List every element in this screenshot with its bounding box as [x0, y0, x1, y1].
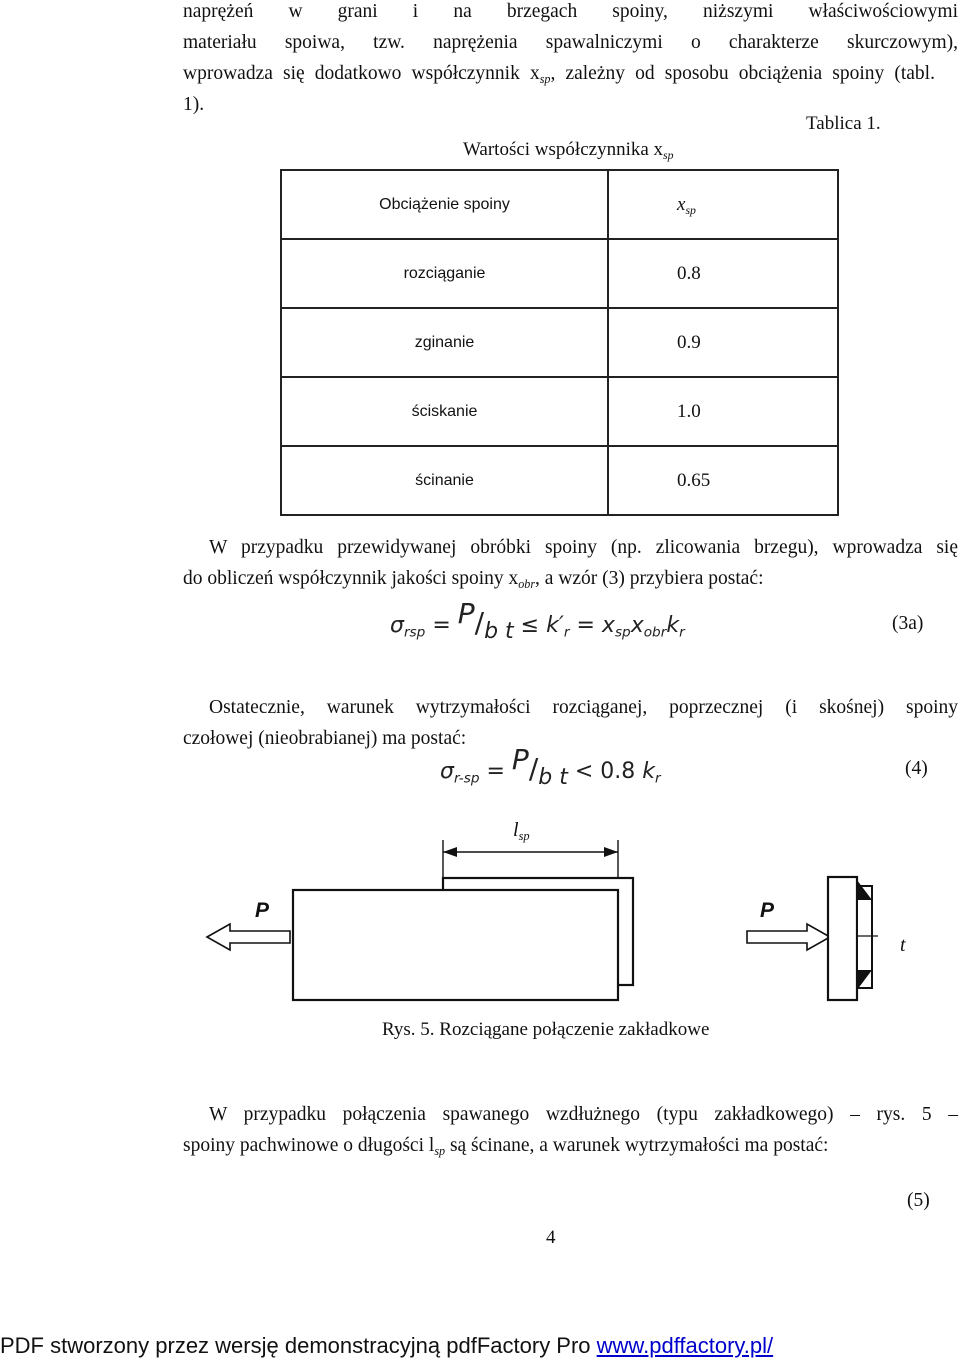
intro-line-4-text: 1).	[183, 94, 205, 115]
f4-eq: =	[486, 759, 505, 784]
force-arrow-right-icon	[747, 924, 830, 950]
table-row	[281, 308, 838, 377]
dimension-arrow-right-icon	[604, 847, 618, 857]
ostatecznie-line-2	[183, 723, 466, 754]
f3a-sigma: σ	[390, 613, 404, 638]
table-cell-load: rozciąganie	[281, 239, 608, 308]
footer-link[interactable]: www.pdffactory.pl/	[596, 1333, 774, 1358]
intro-line-1-text: naprężeń w grani i na brzegach spoiny, niższymi właściwościowymi	[183, 1, 958, 22]
table-header-row	[281, 170, 838, 239]
page-number: 4	[546, 1227, 556, 1248]
zakladkowe-line-2	[183, 1130, 828, 1161]
zakladkowe-line-1-text: W przypadku połączenia spawanego wzdłużnego (typu zakładkowego) – rys. 5 –	[209, 1104, 958, 1125]
table-header-x-sub: sp	[685, 203, 696, 217]
table-caption	[463, 134, 674, 165]
f3a-slash: /	[474, 606, 485, 639]
f3a-bt: b t	[484, 619, 514, 644]
table-caption-sub: sp	[663, 148, 674, 162]
zakladkowe-line-1	[209, 1099, 958, 1130]
table-cell-value: 0.8	[608, 239, 838, 308]
formula-3a	[390, 597, 685, 644]
footer-bar	[0, 1333, 773, 1359]
f3a-sigma-sub: rsp	[403, 624, 426, 641]
table-cell-load: ścinanie	[281, 446, 608, 515]
obrobka-line-1-text: W przypadku przewidywanej obróbki spoiny (np. zlicowania brzegu), wprowadza się	[209, 537, 958, 558]
f3a-x1-sub: sp	[614, 624, 631, 641]
f3a-eq: =	[432, 613, 451, 638]
figure-thickness-label: t	[900, 934, 906, 956]
coefficient-table	[280, 169, 839, 516]
table-label: Tablica 1.	[806, 113, 881, 134]
figure-force-left-label: P	[255, 899, 270, 922]
f4-lt: <	[574, 759, 594, 784]
table-cell-load: zginanie	[281, 308, 608, 377]
formula-4	[440, 743, 661, 790]
f3a-x2: x	[630, 613, 644, 638]
f3a-x2-sub: obr	[643, 624, 667, 641]
ostatecznie-line-2-text: czołowej (nieobrabianej) ma postać:	[183, 728, 467, 749]
table-caption-text: Wartości współczynnika x	[463, 139, 664, 160]
obrobka-line-2-text-a: do obliczeń współczynnik jakości spoiny x	[183, 568, 519, 589]
intro-line-3-text-a: wprowadza się dodatkowo współczynnik x	[183, 63, 540, 84]
footer-text: PDF stworzony przez wersję demonstracyjną pdfFactory Pro	[0, 1333, 597, 1358]
intro-line-3-sub: sp	[539, 71, 551, 86]
f4-sigma: σ	[440, 759, 454, 784]
f4-slash: /	[528, 752, 539, 785]
formula-5-label: (5)	[907, 1190, 930, 1211]
side-view-plate	[828, 877, 857, 1000]
table-row	[281, 446, 838, 515]
table-row	[281, 239, 838, 308]
f3a-x1: x	[601, 613, 615, 638]
intro-line-4	[183, 89, 204, 120]
lap-joint-figure	[0, 800, 960, 1010]
figure-dim-sub: sp	[518, 828, 530, 843]
zakladkowe-line-2-sub: sp	[434, 1143, 446, 1158]
f3a-k2-sub: r	[679, 624, 685, 641]
dimension-arrow-left-icon	[443, 847, 457, 857]
table-cell-value: 1.0	[608, 377, 838, 446]
figure-caption: Rys. 5. Rozciągane połączenie zakładkowe	[382, 1019, 710, 1040]
f4-k: k	[642, 759, 656, 784]
intro-line-2-text: materiału spoiwa, tzw. naprężenia spawalniczymi o charakterze skurczowym),	[183, 32, 958, 53]
ostatecznie-line-1-text: Ostatecznie, warunek wytrzymałości rozciąganej, poprzecznej (i skośnej) spoiny	[209, 697, 958, 718]
obrobka-line-1	[209, 532, 958, 563]
figure-force-right-label: P	[760, 899, 775, 922]
intro-line-2	[183, 27, 958, 58]
zakladkowe-line-2-text-b: są ścinane, a warunek wytrzymałości ma postać:	[445, 1135, 829, 1156]
f4-bt: b t	[538, 765, 568, 790]
force-arrow-left-icon	[207, 924, 290, 950]
table-cell-value: 0.65	[608, 446, 838, 515]
f3a-leq: ≤	[520, 613, 540, 638]
table-header-x: x	[677, 193, 686, 215]
f3a-p: P	[457, 597, 475, 630]
formula-3a-label: (3a)	[892, 613, 924, 634]
f4-sigma-sub: r-sp	[453, 770, 480, 787]
figure-dim-l: l	[513, 819, 519, 841]
lap-plate-front	[293, 890, 618, 1000]
table-header-load: Obciążenie spoiny	[281, 170, 608, 239]
f4-k-sub: r	[655, 770, 661, 787]
intro-line-3	[183, 58, 935, 89]
table-row	[281, 377, 838, 446]
obrobka-line-2	[183, 563, 764, 594]
figure-dim-label	[513, 819, 530, 842]
f3a-k2: k	[666, 613, 680, 638]
table-cell-value: 0.9	[608, 308, 838, 377]
formula-4-label: (4)	[905, 758, 928, 779]
intro-line-1	[183, 0, 958, 27]
f3a-eq2: =	[576, 613, 595, 638]
f3a-k-sub: r	[563, 624, 570, 641]
ostatecznie-line-1	[209, 692, 958, 723]
obrobka-line-2-sub: obr	[518, 576, 536, 591]
table-cell-load: ściskanie	[281, 377, 608, 446]
f4-p: P	[511, 743, 529, 776]
table-header-xsp	[608, 170, 838, 239]
f4-coef: 0.8	[600, 759, 636, 784]
f3a-k: k′	[546, 613, 564, 638]
intro-line-3-text-b: , zależny od sposobu obciążenia spoiny (tabl.	[550, 63, 935, 84]
zakladkowe-line-2-text-a: spoiny pachwinowe o długości l	[183, 1135, 435, 1156]
obrobka-line-2-text-b: , a wzór (3) przybiera postać:	[535, 568, 764, 589]
